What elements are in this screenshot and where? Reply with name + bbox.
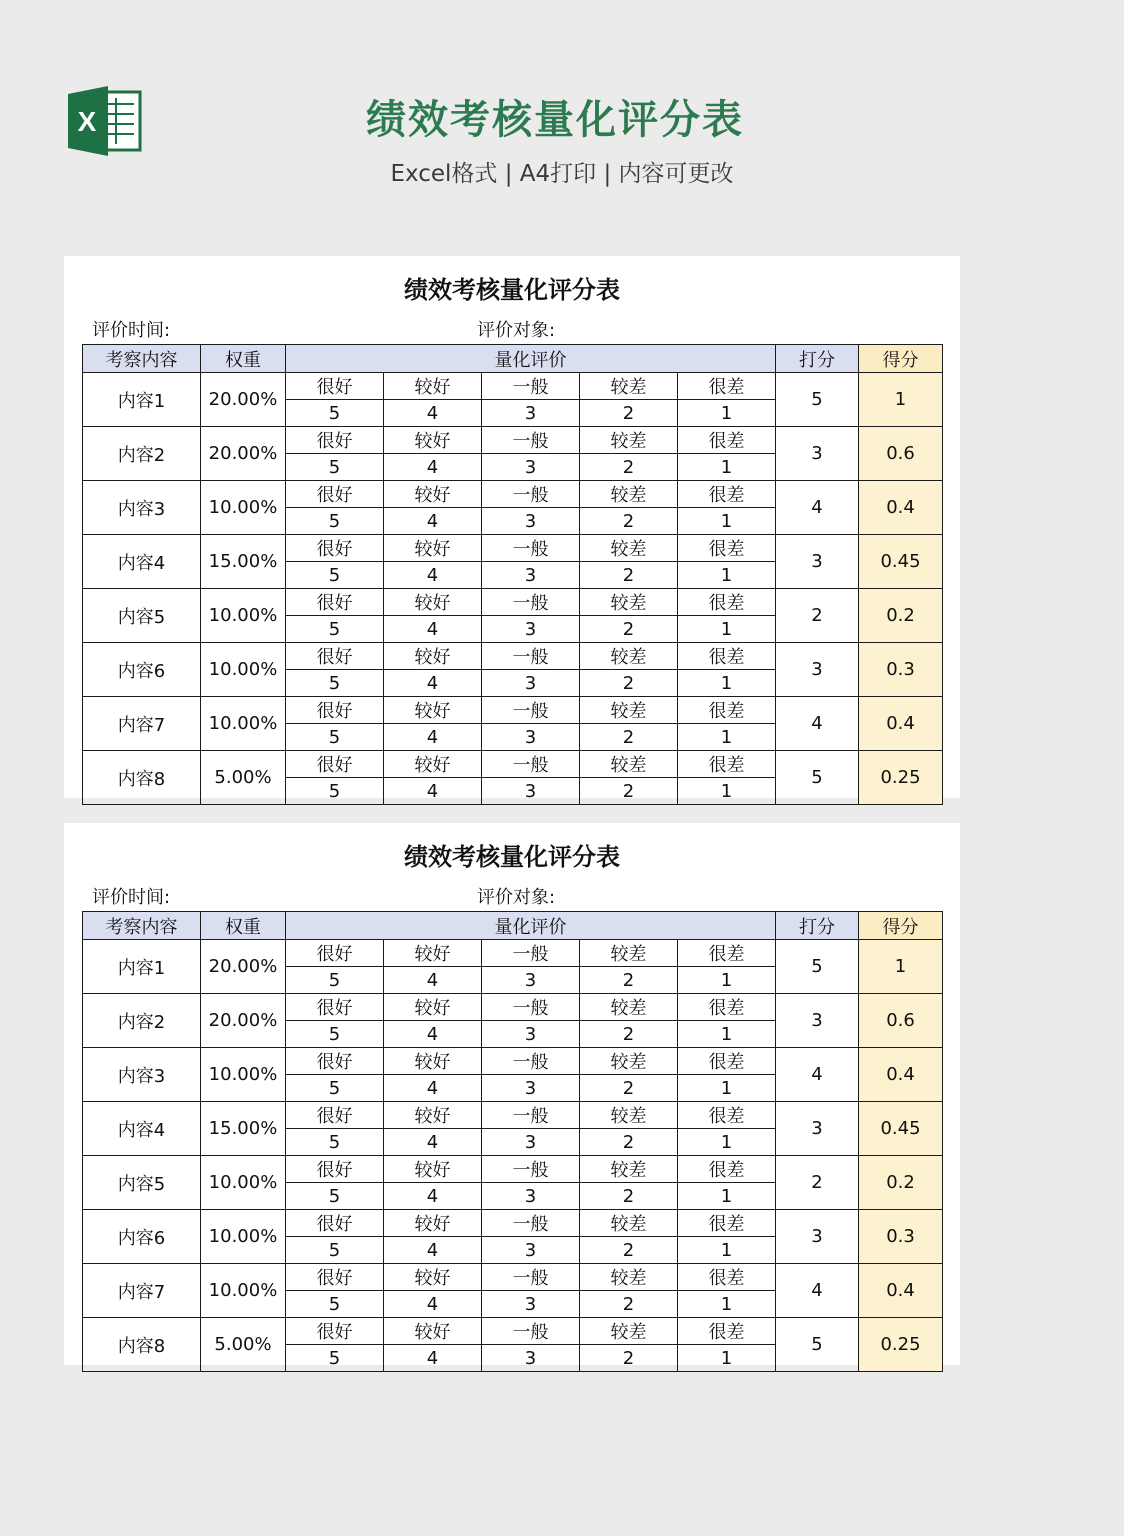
- level-point-cell: 2: [580, 1345, 678, 1372]
- item-cell: 内容2: [83, 994, 201, 1048]
- score-cell: 0.45: [859, 1102, 943, 1156]
- evaluation-time-label: 评价时间:: [92, 887, 171, 908]
- level-point-cell: 5: [286, 1183, 384, 1210]
- weight-cell: 20.00%: [201, 994, 286, 1048]
- level-label-cell: 较好: [384, 535, 482, 562]
- rating-cell: 5: [776, 373, 859, 427]
- header-rating: 打分: [776, 345, 859, 373]
- level-point-cell: 3: [482, 454, 580, 481]
- level-point-cell: 5: [286, 616, 384, 643]
- header-weight: 权重: [201, 345, 286, 373]
- item-cell: 内容2: [83, 427, 201, 481]
- table-row: [83, 535, 943, 562]
- level-label-cell: 较好: [384, 1264, 482, 1291]
- level-label-cell: 很好: [286, 1318, 384, 1345]
- level-point-cell: 5: [286, 670, 384, 697]
- level-point-cell: 5: [286, 1291, 384, 1318]
- rating-cell: 2: [776, 589, 859, 643]
- weight-cell: 20.00%: [201, 940, 286, 994]
- level-point-cell: 1: [678, 400, 776, 427]
- weight-cell: 10.00%: [201, 481, 286, 535]
- table-row: [83, 1102, 943, 1129]
- level-point-cell: 1: [678, 1291, 776, 1318]
- level-label-cell: 较差: [580, 994, 678, 1021]
- level-point-cell: 4: [384, 400, 482, 427]
- weight-cell: 20.00%: [201, 373, 286, 427]
- level-label-cell: 一般: [482, 940, 580, 967]
- level-point-cell: 5: [286, 1345, 384, 1372]
- level-label-cell: 较好: [384, 697, 482, 724]
- level-label-cell: 较差: [580, 481, 678, 508]
- level-label-cell: 一般: [482, 751, 580, 778]
- score-cell: 1: [859, 373, 943, 427]
- rating-cell: 3: [776, 1102, 859, 1156]
- level-label-cell: 很好: [286, 1264, 384, 1291]
- weight-cell: 10.00%: [201, 1264, 286, 1318]
- level-label-cell: 较好: [384, 643, 482, 670]
- item-cell: 内容7: [83, 1264, 201, 1318]
- level-point-cell: 5: [286, 562, 384, 589]
- item-cell: 内容1: [83, 940, 201, 994]
- level-point-cell: 4: [384, 1237, 482, 1264]
- level-point-cell: 1: [678, 967, 776, 994]
- level-point-cell: 4: [384, 724, 482, 751]
- level-point-cell: 1: [678, 1021, 776, 1048]
- item-cell: 内容5: [83, 1156, 201, 1210]
- table-row: [83, 1264, 943, 1291]
- level-label-cell: 较差: [580, 1318, 678, 1345]
- rating-cell: 4: [776, 481, 859, 535]
- score-cell: 0.3: [859, 643, 943, 697]
- level-point-cell: 1: [678, 1345, 776, 1372]
- level-label-cell: 很差: [678, 427, 776, 454]
- table-row: [83, 643, 943, 670]
- level-label-cell: 一般: [482, 427, 580, 454]
- level-label-cell: 较差: [580, 1156, 678, 1183]
- level-label-cell: 较差: [580, 373, 678, 400]
- level-point-cell: 2: [580, 967, 678, 994]
- level-label-cell: 较差: [580, 1102, 678, 1129]
- table-row: [83, 1048, 943, 1075]
- level-point-cell: 4: [384, 1291, 482, 1318]
- level-point-cell: 2: [580, 1291, 678, 1318]
- level-label-cell: 较好: [384, 373, 482, 400]
- level-label-cell: 较好: [384, 1156, 482, 1183]
- item-cell: 内容7: [83, 697, 201, 751]
- level-label-cell: 很好: [286, 535, 384, 562]
- level-label-cell: 很差: [678, 481, 776, 508]
- level-point-cell: 4: [384, 1129, 482, 1156]
- level-point-cell: 3: [482, 508, 580, 535]
- level-label-cell: 一般: [482, 697, 580, 724]
- level-label-cell: 一般: [482, 589, 580, 616]
- level-label-cell: 较好: [384, 994, 482, 1021]
- score-cell: 0.4: [859, 1264, 943, 1318]
- level-label-cell: 很好: [286, 1156, 384, 1183]
- level-label-cell: 较差: [580, 697, 678, 724]
- level-point-cell: 3: [482, 967, 580, 994]
- rating-cell: 3: [776, 427, 859, 481]
- level-point-cell: 3: [482, 1129, 580, 1156]
- level-point-cell: 1: [678, 1237, 776, 1264]
- score-table-container: [82, 344, 944, 802]
- level-point-cell: 4: [384, 1345, 482, 1372]
- level-point-cell: 3: [482, 1075, 580, 1102]
- weight-cell: 10.00%: [201, 589, 286, 643]
- score-cell: 0.45: [859, 535, 943, 589]
- rating-cell: 3: [776, 643, 859, 697]
- table-row: [83, 427, 943, 454]
- level-point-cell: 3: [482, 1345, 580, 1372]
- rating-cell: 5: [776, 1318, 859, 1372]
- weight-cell: 15.00%: [201, 1102, 286, 1156]
- level-label-cell: 很好: [286, 427, 384, 454]
- level-label-cell: 一般: [482, 535, 580, 562]
- level-label-cell: 一般: [482, 481, 580, 508]
- level-label-cell: 很差: [678, 1264, 776, 1291]
- level-label-cell: 很差: [678, 1318, 776, 1345]
- weight-cell: 20.00%: [201, 427, 286, 481]
- item-cell: 内容8: [83, 1318, 201, 1372]
- item-cell: 内容5: [83, 589, 201, 643]
- sheet-title: 绩效考核量化评分表: [404, 276, 620, 304]
- level-label-cell: 很差: [678, 751, 776, 778]
- table-row: [83, 697, 943, 724]
- weight-cell: 15.00%: [201, 535, 286, 589]
- level-label-cell: 很差: [678, 940, 776, 967]
- level-point-cell: 5: [286, 778, 384, 805]
- level-point-cell: 5: [286, 967, 384, 994]
- level-label-cell: 很好: [286, 940, 384, 967]
- level-point-cell: 3: [482, 1237, 580, 1264]
- score-cell: 0.2: [859, 1156, 943, 1210]
- level-label-cell: 很差: [678, 994, 776, 1021]
- level-label-cell: 很差: [678, 589, 776, 616]
- item-cell: 内容6: [83, 1210, 201, 1264]
- rating-cell: 2: [776, 1156, 859, 1210]
- score-cell: 0.6: [859, 994, 943, 1048]
- weight-cell: 5.00%: [201, 1318, 286, 1372]
- level-label-cell: 较好: [384, 1210, 482, 1237]
- table-row: [83, 1156, 943, 1183]
- header-evaluation: 量化评价: [286, 912, 776, 940]
- evaluation-target-label: 评价对象:: [477, 887, 556, 908]
- level-label-cell: 较差: [580, 940, 678, 967]
- level-label-cell: 很差: [678, 1048, 776, 1075]
- score-cell: 0.25: [859, 1318, 943, 1372]
- level-label-cell: 很差: [678, 1102, 776, 1129]
- weight-cell: 10.00%: [201, 697, 286, 751]
- table-header-row: [83, 912, 943, 940]
- sheet-title: 绩效考核量化评分表: [404, 843, 620, 871]
- score-cell: 0.3: [859, 1210, 943, 1264]
- level-point-cell: 3: [482, 400, 580, 427]
- level-point-cell: 4: [384, 508, 482, 535]
- level-point-cell: 2: [580, 1129, 678, 1156]
- level-label-cell: 较差: [580, 1264, 678, 1291]
- level-label-cell: 较差: [580, 589, 678, 616]
- level-label-cell: 很差: [678, 697, 776, 724]
- table-row: [83, 994, 943, 1021]
- score-cell: 0.4: [859, 481, 943, 535]
- logo-letter: X: [77, 106, 97, 137]
- level-point-cell: 4: [384, 1075, 482, 1102]
- level-point-cell: 2: [580, 508, 678, 535]
- level-point-cell: 2: [580, 616, 678, 643]
- weight-cell: 10.00%: [201, 1156, 286, 1210]
- rating-cell: 5: [776, 940, 859, 994]
- level-point-cell: 3: [482, 562, 580, 589]
- level-point-cell: 3: [482, 1021, 580, 1048]
- level-point-cell: 5: [286, 400, 384, 427]
- level-point-cell: 4: [384, 454, 482, 481]
- level-label-cell: 很好: [286, 589, 384, 616]
- level-label-cell: 较差: [580, 1048, 678, 1075]
- rating-cell: 3: [776, 1210, 859, 1264]
- header-item: 考察内容: [83, 345, 201, 373]
- level-label-cell: 一般: [482, 1318, 580, 1345]
- evaluation-time-label: 评价时间:: [92, 320, 171, 341]
- level-point-cell: 5: [286, 1129, 384, 1156]
- level-label-cell: 较差: [580, 643, 678, 670]
- level-label-cell: 较好: [384, 940, 482, 967]
- level-point-cell: 1: [678, 508, 776, 535]
- score-cell: 1: [859, 940, 943, 994]
- rating-cell: 4: [776, 1048, 859, 1102]
- score-cell: 0.4: [859, 1048, 943, 1102]
- level-label-cell: 一般: [482, 643, 580, 670]
- level-label-cell: 很差: [678, 373, 776, 400]
- level-label-cell: 较差: [580, 751, 678, 778]
- level-label-cell: 较好: [384, 481, 482, 508]
- header-score: 得分: [859, 345, 943, 373]
- level-label-cell: 很好: [286, 1102, 384, 1129]
- score-table-container: [82, 911, 944, 1369]
- table-row: [83, 481, 943, 508]
- level-label-cell: 很好: [286, 481, 384, 508]
- sheet-preview-1: [64, 256, 960, 802]
- table-header-row: [83, 345, 943, 373]
- rating-cell: 4: [776, 1264, 859, 1318]
- table-row: [83, 1210, 943, 1237]
- table-row: [83, 373, 943, 400]
- header-evaluation: 量化评价: [286, 345, 776, 373]
- level-label-cell: 很差: [678, 535, 776, 562]
- rating-cell: 5: [776, 751, 859, 805]
- level-point-cell: 2: [580, 1183, 678, 1210]
- evaluation-target-label: 评价对象:: [477, 320, 556, 341]
- weight-cell: 10.00%: [201, 1048, 286, 1102]
- level-label-cell: 一般: [482, 1156, 580, 1183]
- level-point-cell: 3: [482, 1291, 580, 1318]
- level-point-cell: 1: [678, 1129, 776, 1156]
- level-label-cell: 较好: [384, 427, 482, 454]
- level-point-cell: 5: [286, 1237, 384, 1264]
- level-label-cell: 很好: [286, 751, 384, 778]
- weight-cell: 10.00%: [201, 643, 286, 697]
- level-point-cell: 4: [384, 778, 482, 805]
- level-label-cell: 很好: [286, 373, 384, 400]
- score-table: [82, 911, 943, 1372]
- level-label-cell: 一般: [482, 994, 580, 1021]
- level-label-cell: 较好: [384, 751, 482, 778]
- item-cell: 内容4: [83, 1102, 201, 1156]
- level-point-cell: 1: [678, 454, 776, 481]
- level-label-cell: 较差: [580, 1210, 678, 1237]
- table-row: [83, 751, 943, 778]
- level-label-cell: 较差: [580, 535, 678, 562]
- level-point-cell: 4: [384, 616, 482, 643]
- item-cell: 内容3: [83, 481, 201, 535]
- level-point-cell: 2: [580, 778, 678, 805]
- score-cell: 0.25: [859, 751, 943, 805]
- header-weight: 权重: [201, 912, 286, 940]
- level-label-cell: 很好: [286, 1048, 384, 1075]
- level-point-cell: 2: [580, 562, 678, 589]
- item-cell: 内容4: [83, 535, 201, 589]
- level-point-cell: 5: [286, 454, 384, 481]
- level-point-cell: 1: [678, 562, 776, 589]
- score-cell: 0.2: [859, 589, 943, 643]
- level-point-cell: 1: [678, 724, 776, 751]
- level-point-cell: 4: [384, 670, 482, 697]
- level-point-cell: 5: [286, 508, 384, 535]
- level-label-cell: 较好: [384, 1048, 482, 1075]
- page-subtitle: Excel格式 | A4打印 | 内容可更改: [390, 161, 734, 187]
- level-point-cell: 1: [678, 1075, 776, 1102]
- item-cell: 内容8: [83, 751, 201, 805]
- level-point-cell: 2: [580, 1021, 678, 1048]
- level-point-cell: 4: [384, 967, 482, 994]
- level-point-cell: 4: [384, 1021, 482, 1048]
- table-row: [83, 940, 943, 967]
- level-label-cell: 一般: [482, 1048, 580, 1075]
- level-point-cell: 3: [482, 616, 580, 643]
- level-point-cell: 2: [580, 400, 678, 427]
- rating-cell: 3: [776, 535, 859, 589]
- level-point-cell: 2: [580, 1237, 678, 1264]
- level-point-cell: 1: [678, 616, 776, 643]
- level-label-cell: 较差: [580, 427, 678, 454]
- level-label-cell: 一般: [482, 373, 580, 400]
- level-label-cell: 较好: [384, 589, 482, 616]
- level-point-cell: 2: [580, 1075, 678, 1102]
- item-cell: 内容6: [83, 643, 201, 697]
- level-point-cell: 4: [384, 1183, 482, 1210]
- level-point-cell: 2: [580, 670, 678, 697]
- score-cell: 0.4: [859, 697, 943, 751]
- rating-cell: 3: [776, 994, 859, 1048]
- level-label-cell: 很差: [678, 643, 776, 670]
- level-point-cell: 1: [678, 670, 776, 697]
- header-score: 得分: [859, 912, 943, 940]
- level-label-cell: 很好: [286, 697, 384, 724]
- level-point-cell: 3: [482, 670, 580, 697]
- level-label-cell: 较好: [384, 1102, 482, 1129]
- header-item: 考察内容: [83, 912, 201, 940]
- level-point-cell: 3: [482, 778, 580, 805]
- page-title: 绩效考核量化评分表: [366, 97, 744, 143]
- level-point-cell: 5: [286, 1075, 384, 1102]
- table-row: [83, 589, 943, 616]
- level-point-cell: 3: [482, 1183, 580, 1210]
- rating-cell: 4: [776, 697, 859, 751]
- level-point-cell: 2: [580, 724, 678, 751]
- table-row: [83, 1318, 943, 1345]
- score-table: [82, 344, 943, 805]
- weight-cell: 10.00%: [201, 1210, 286, 1264]
- level-label-cell: 一般: [482, 1210, 580, 1237]
- header-rating: 打分: [776, 912, 859, 940]
- level-point-cell: 5: [286, 1021, 384, 1048]
- level-point-cell: 2: [580, 454, 678, 481]
- item-cell: 内容1: [83, 373, 201, 427]
- weight-cell: 5.00%: [201, 751, 286, 805]
- score-cell: 0.6: [859, 427, 943, 481]
- level-label-cell: 很差: [678, 1210, 776, 1237]
- item-cell: 内容3: [83, 1048, 201, 1102]
- level-label-cell: 很好: [286, 994, 384, 1021]
- level-point-cell: 5: [286, 724, 384, 751]
- level-label-cell: 一般: [482, 1264, 580, 1291]
- level-label-cell: 很差: [678, 1156, 776, 1183]
- level-point-cell: 3: [482, 724, 580, 751]
- level-label-cell: 一般: [482, 1102, 580, 1129]
- sheet-preview-2: [64, 823, 960, 1369]
- level-label-cell: 较好: [384, 1318, 482, 1345]
- level-label-cell: 很好: [286, 643, 384, 670]
- level-point-cell: 1: [678, 1183, 776, 1210]
- level-point-cell: 1: [678, 778, 776, 805]
- level-label-cell: 很好: [286, 1210, 384, 1237]
- level-point-cell: 4: [384, 562, 482, 589]
